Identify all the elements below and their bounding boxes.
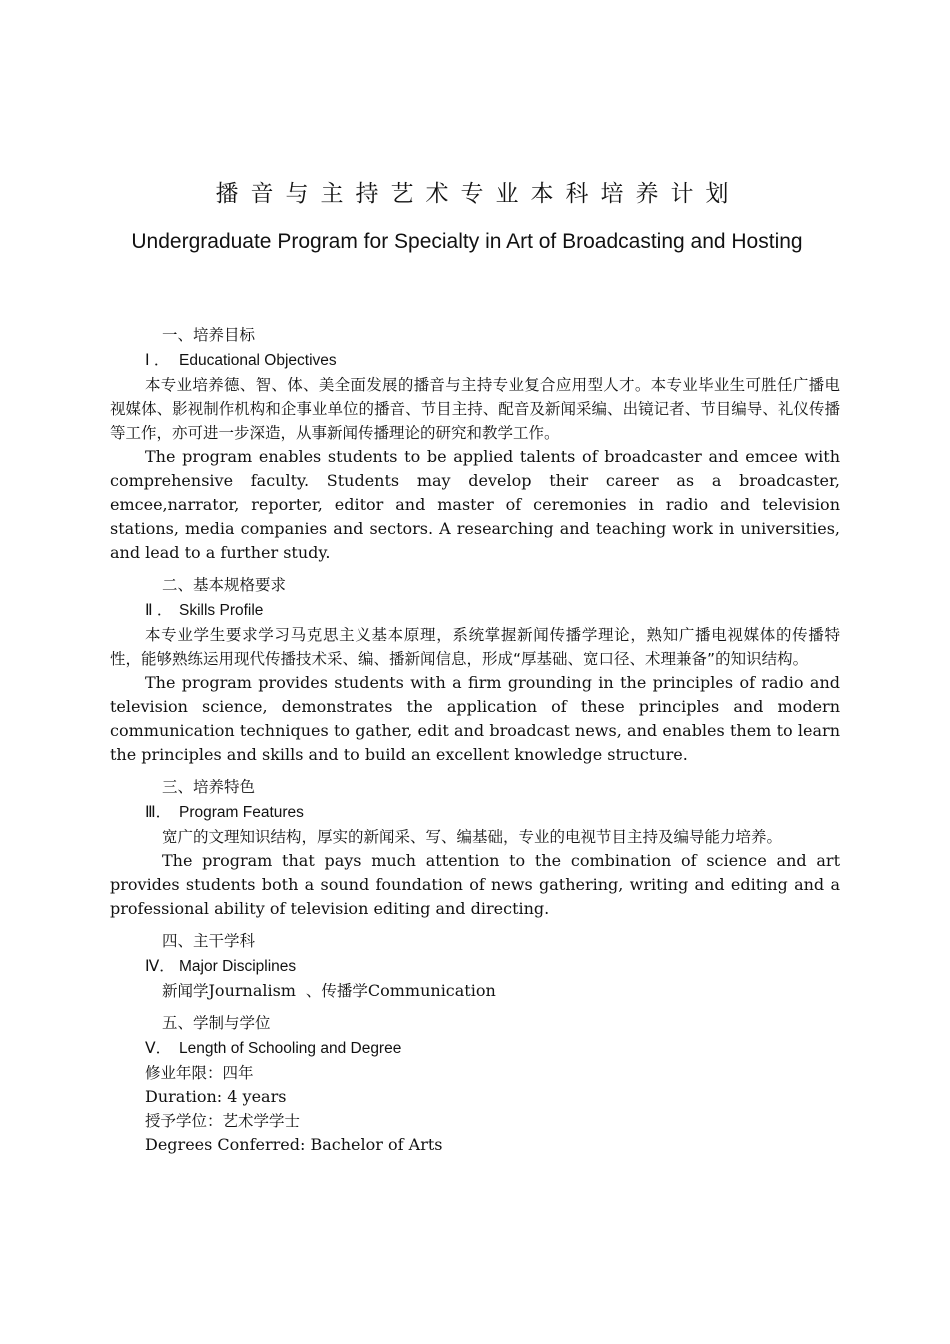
section-heading-english-text: Major Disciplines xyxy=(179,958,297,975)
discipline-separator: 、 xyxy=(295,982,322,1000)
paragraph-chinese: 宽广的文理知识结构，厚实的新闻采、写、编基础，专业的电视节目主持及编导能力培养。 xyxy=(162,828,783,846)
section-skills-profile xyxy=(110,573,840,767)
section-number: Ⅰ ． xyxy=(145,352,170,369)
paragraph-chinese: 本专业学生要求学习马克思主义基本原理，系统掌握新闻传播学理论，熟知广播电视媒体的传播特性，能够熟练运用现代传播技术采、编、播新闻信息，形成“厚基础、宽口径、术理兼备”的知识结构。 xyxy=(110,626,840,668)
section-heading-chinese: 四、主干学科 xyxy=(162,932,256,950)
section-heading-english-text: Program Features xyxy=(179,804,304,821)
section-heading-english xyxy=(110,348,840,373)
section-number: Ⅴ． xyxy=(145,1040,172,1057)
degree-english: Degrees Conferred: Bachelor of Arts xyxy=(145,1135,443,1154)
section-educational-objectives xyxy=(110,323,840,565)
discipline-2-chinese: 传播学 xyxy=(321,982,368,1000)
paragraph-chinese: 本专业培养德、智、体、美全面发展的播音与主持专业复合应用型人才。本专业毕业生可胜任广播电视媒体、影视制作机构和企事业单位的播音、节目主持、配音及新闻采编、出镜记者、节目编导、礼仪传播等工作，亦可进一步深造，从事新闻传播理论的研究和教学工作。 xyxy=(110,376,840,442)
section-heading-english xyxy=(110,954,840,979)
duration-english: Duration: 4 years xyxy=(145,1087,287,1106)
paragraph-english: The program enables students to be applied talents of broadcaster and emcee with comprehensive faculty. Students may develop their career as a broadcaster, emcee,narrator, reporter, editor and master of ceremonies in radio and television stations, media companies and sectors. A researching and teaching work in universities, and lead to a further study. xyxy=(110,447,840,562)
discipline-1-english: Journalism xyxy=(208,981,296,1000)
degree-chinese-text: 授予学位：艺术学学士 xyxy=(145,1112,301,1130)
disciplines-line xyxy=(110,979,840,1003)
discipline-2-english: Communication xyxy=(367,981,496,1000)
document-body xyxy=(110,323,840,1165)
page-title-english: Undergraduate Program for Specialty in Art of Broadcasting and Hosting xyxy=(131,230,803,253)
duration-chinese-text: 修业年限：四年 xyxy=(145,1064,254,1082)
paragraph-english: The program provides students with a firm grounding in the principles of radio and television science, demonstrates the application of these principles and modern communication techniques to gather, edit and broadcast news, and enables them to learn the principles and skills and to build an excellent knowledge structure. xyxy=(110,673,840,764)
section-major-disciplines xyxy=(110,929,840,1003)
section-heading-chinese: 三、培养特色 xyxy=(162,778,256,796)
section-length-and-degree xyxy=(110,1011,840,1157)
section-number: Ⅳ． xyxy=(145,958,175,975)
section-program-features xyxy=(110,775,840,921)
section-heading-english-text: Length of Schooling and Degree xyxy=(179,1040,402,1057)
section-heading-english-text: Educational Objectives xyxy=(179,352,337,369)
section-heading-english-text: Skills Profile xyxy=(179,602,264,619)
page-title-chinese: 播音与主持艺术专业本科培养计划 xyxy=(215,181,741,207)
section-number: Ⅲ． xyxy=(145,804,172,821)
section-number: Ⅱ ． xyxy=(145,602,173,619)
section-heading-english xyxy=(110,598,840,623)
degree-chinese xyxy=(110,1109,840,1133)
section-heading-chinese: 二、基本规格要求 xyxy=(162,576,287,594)
section-heading-english xyxy=(110,800,840,825)
duration-chinese xyxy=(110,1061,840,1085)
discipline-1-chinese: 新闻学 xyxy=(162,982,209,1000)
section-heading-english xyxy=(110,1036,840,1061)
section-heading-chinese: 五、学制与学位 xyxy=(162,1014,271,1032)
paragraph-english: The program that pays much attention to the combination of science and art provides students both a sound foundation of news gathering, writing and editing and a professional ability of television editing and directing. xyxy=(110,851,840,918)
section-heading-chinese: 一、培养目标 xyxy=(162,326,256,344)
